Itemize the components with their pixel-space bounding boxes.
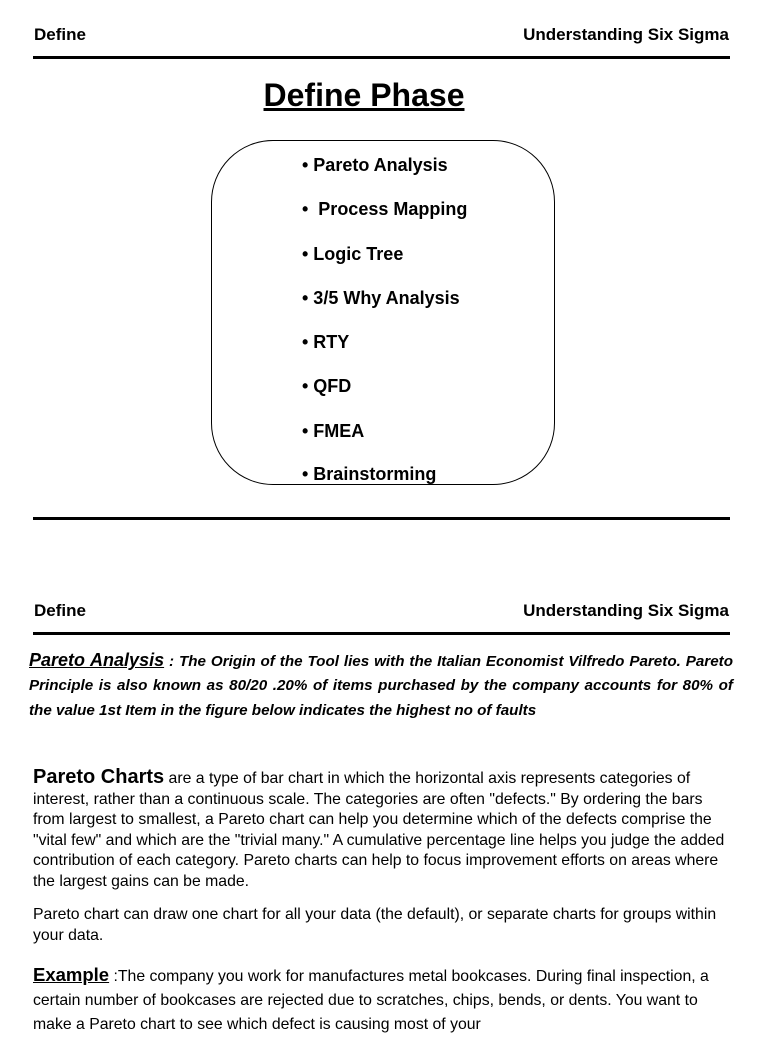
header-rule — [33, 632, 730, 635]
header-book-title: Understanding Six Sigma — [523, 601, 729, 620]
tool-item: • FMEA — [302, 421, 365, 441]
header-section: Define — [34, 25, 86, 44]
tool-item: • Brainstorming — [302, 464, 437, 484]
pareto-charts-paragraph — [33, 767, 733, 892]
pareto-options-paragraph: Pareto chart can draw one chart for all your data (the default), or separate charts for groups within your data. — [33, 906, 717, 944]
tool-item: • RTY — [302, 332, 350, 352]
example-paragraph — [33, 963, 733, 1037]
header-rule — [33, 56, 730, 59]
tool-item: • Process Mapping — [302, 199, 468, 219]
tool-item: • Logic Tree — [302, 244, 404, 264]
example-text: :The company you work for manufactures metal bookcases. During final inspection, a certain number of bookcases are rejected due to scratches, chips, bends, or dents. You want to make a Pareto chart to see which defect is causing most of your — [33, 968, 709, 1033]
pareto-analysis-text: : The Origin of the Tool lies with the Italian Economist Vilfredo Pareto. Pareto Principle is also known as 80/20 .20% of items purchased by the company accounts for 80% of the value 1st Item in the figure below indicates the highest no of faults — [29, 653, 733, 719]
tool-item: • QFD — [302, 376, 352, 396]
header-book-title: Understanding Six Sigma — [523, 25, 729, 44]
tool-item: • Pareto Analysis — [302, 155, 448, 175]
footer-rule — [33, 517, 730, 520]
page-title: Define Phase — [263, 77, 465, 113]
pareto-analysis-term: Pareto Analysis — [29, 650, 165, 670]
pareto-charts-term: Pareto Charts — [33, 766, 165, 788]
tool-item: • 3/5 Why Analysis — [302, 288, 460, 308]
header-section: Define — [34, 601, 86, 620]
pareto-analysis-paragraph — [29, 648, 733, 723]
pareto-charts-text: are a type of bar chart in which the horizontal axis represents categories of interest, rather than a continuous scale. The categories are often "defects." By ordering the bars from largest to smallest, a Pareto chart can help you determine which of the defects comprise the "vital few" and which are the "trivial many." A cumulative percentage line helps you judge the added contribution of each category. Pareto charts can help to focus improvement efforts on areas where the largest gains can be made. — [33, 770, 725, 890]
tools-box — [211, 140, 555, 485]
example-term: Example — [33, 964, 110, 985]
